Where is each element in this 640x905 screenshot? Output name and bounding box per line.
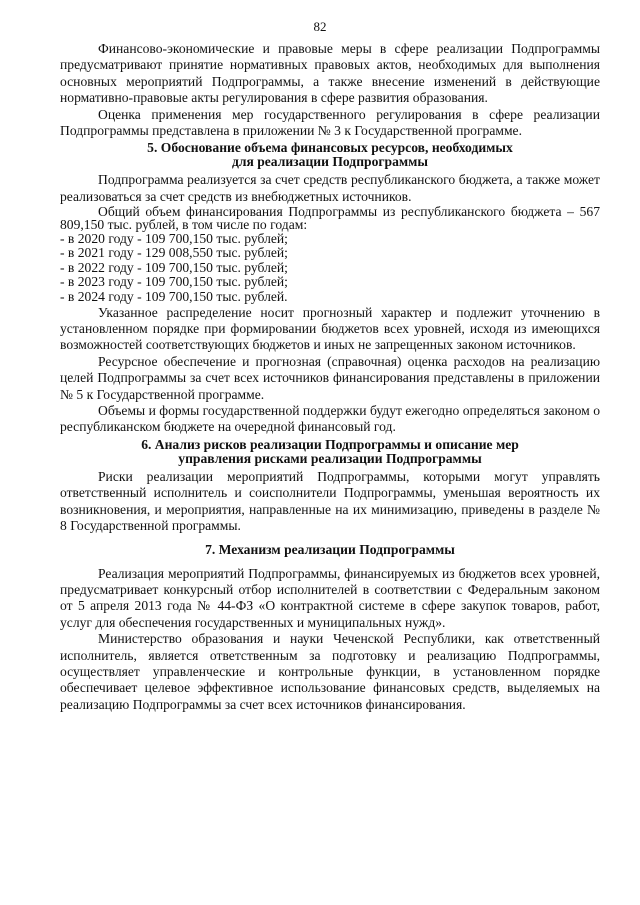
section-6-heading: [60, 438, 600, 466]
section-5-heading-line1: 5. Обоснование объема финансовых ресурсов, необходимых: [147, 140, 513, 156]
spacer: [60, 535, 600, 541]
section-5-paragraph-3: Указанное распределение носит прогнозный характер и подлежит уточнению в установленном порядке при формировании бюджетов всех уровней, исходя из имеющихся возможностей соответствующих бюджетов и иных не запрещенных законом источников.: [60, 304, 600, 353]
section-6-heading-line1: 6. Анализ рисков реализации Подпрограммы и описание мер: [141, 436, 519, 452]
paragraph-regulation-assessment: Оценка применения мер государственного регулирования в сфере реализации Подпрограммы представлена в приложении № 3 к Государственной программе.: [60, 106, 600, 139]
list-item: - в 2024 году - 109 700,150 тыс. рублей.: [60, 289, 288, 305]
section-5-paragraph-4: Ресурсное обеспечение и прогнозная (справочная) оценка расходов на реализацию целей Подпрограммы за счет всех источников финансирования представлены в приложении № 5 к Государственной программе.: [60, 353, 600, 402]
section-7-heading: 7. Механизм реализации Подпрограммы: [205, 541, 455, 557]
section-5-paragraph-2: Общий объем финансирования Подпрограммы из республиканского бюджета – 567 809,150 тыс. рублей, в том числе по годам:: [60, 204, 600, 233]
list-item: - в 2021 году - 129 008,550 тыс. рублей;: [60, 245, 288, 261]
paragraph-legal-measures: Финансово-экономические и правовые меры в сфере реализации Подпрограммы предусматривают принятие нормативных правовых актов, необходимых для выполнения основных мероприятий Подпрограммы, а также внесение изменений в действующие нормативно-правовые акты регулирования в сфере развития образования.: [60, 41, 600, 106]
section-5-paragraph-1: Подпрограмма реализуется за счет средств республиканского бюджета, а также может реализоваться за счет средств из внебюджетных источников.: [60, 172, 600, 204]
section-5-heading-line2: для реализации Подпрограммы: [231, 154, 429, 170]
section-6-paragraph-1: Риски реализации мероприятий Подпрограммы, которыми могут управлять ответственный исполнитель и соисполнители Подпрограммы, уменьшая вероятность их возникновения, и мероприятия, направленные на их минимизацию, приведены в разделе № 8 Государственной программы.: [60, 468, 600, 534]
list-item: - в 2023 году - 109 700,150 тыс. рублей;: [60, 274, 288, 290]
funding-by-year-list: [60, 232, 600, 305]
section-7-paragraph-2: Министерство образования и науки Чеченской Республики, как ответственный исполнитель, является ответственным за подготовку и реализацию Подпрограммы, осуществляет управленческие и контрольные функции, в установленном порядке обеспечивает целевое эффективное использование финансовых средств, выделяемых на реализацию Подпрограммы за счет всех источников финансирования.: [60, 631, 600, 712]
document-body: [60, 41, 600, 713]
section-7-paragraph-1: Реализация мероприятий Подпрограммы, финансируемых из бюджетов всех уровней, предусматривает конкурсный отбор исполнителей в соответствии с Федеральным законом от 5 апреля 2013 года № 44-ФЗ «О контрактной системе в сфере закупок товаров, работ, услуг для обеспечения государственных и муниципальных нужд».: [60, 565, 600, 630]
section-5-heading: [60, 141, 600, 169]
section-5-paragraph-5: Объемы и формы государственной поддержки будут ежегодно определяться законом о республиканском бюджете на очередной финансовый год.: [60, 403, 600, 435]
list-item: - в 2020 году - 109 700,150 тыс. рублей;: [60, 230, 288, 246]
page-number: 82: [313, 19, 327, 34]
list-item: - в 2022 году - 109 700,150 тыс. рублей;: [60, 259, 288, 275]
section-6-heading-line2: управления рисками реализации Подпрограммы: [178, 450, 482, 466]
